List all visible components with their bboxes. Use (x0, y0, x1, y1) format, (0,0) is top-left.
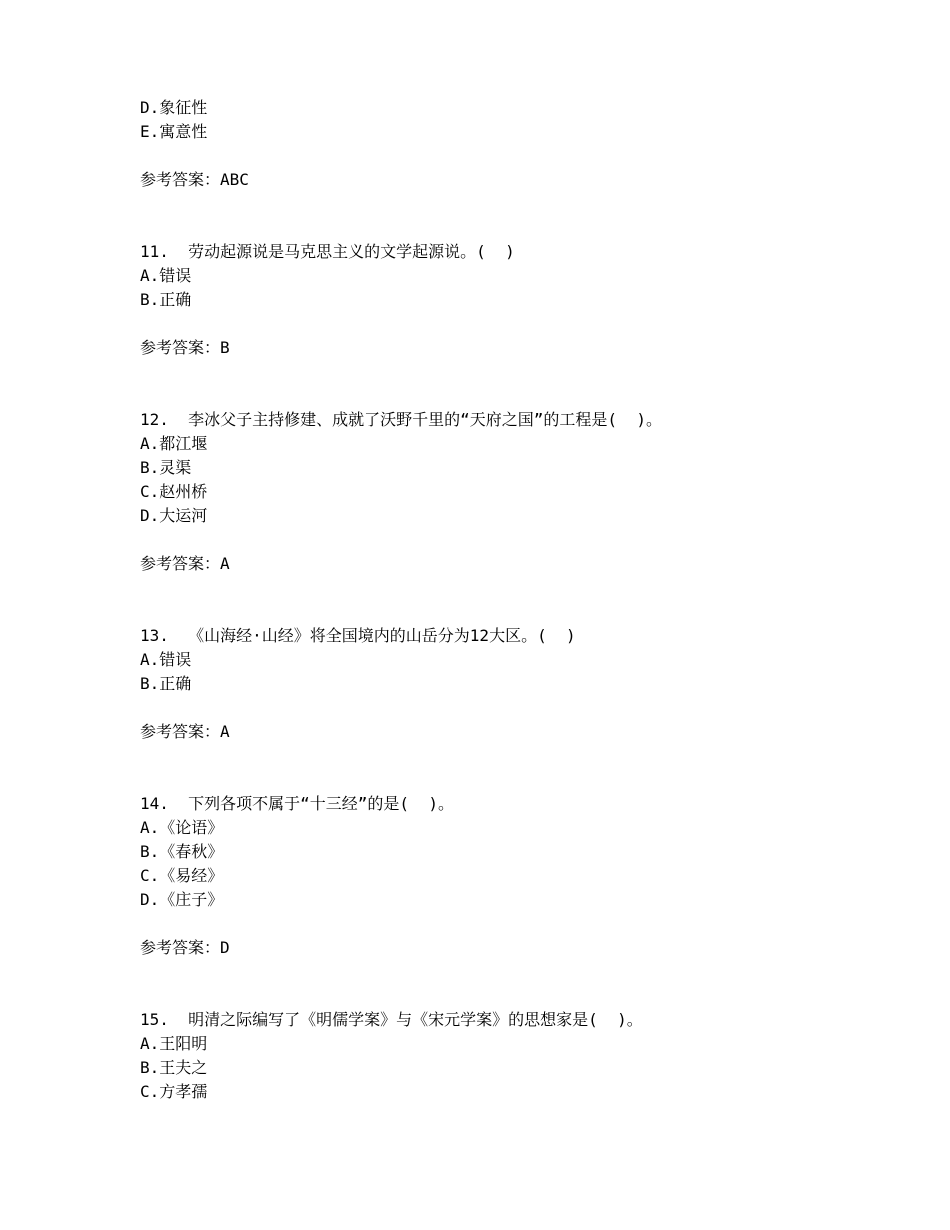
question-stem: 13. 《山海经·山经》将全国境内的山岳分为12大区。( ) (140, 626, 576, 645)
question-14 (140, 792, 900, 1008)
option-a: A.《论语》 (140, 818, 224, 837)
question-stem: 11. 劳动起源说是马克思主义的文学起源说。( ) (140, 242, 515, 261)
answer-line: 参考答案：A (140, 554, 230, 573)
question-11 (140, 240, 900, 408)
question-stem: 14. 下列各项不属于“十三经”的是( )。 (140, 794, 454, 813)
option-d: D.象征性 (140, 98, 208, 117)
question-13 (140, 624, 900, 792)
option-a: A.错误 (140, 266, 192, 285)
option-d: D.大运河 (140, 506, 208, 525)
continued-question (140, 96, 900, 240)
option-d: D.《庄子》 (140, 890, 224, 909)
answer-line: 参考答案：D (140, 938, 230, 957)
question-15 (140, 1008, 900, 1104)
option-c: C.《易经》 (140, 866, 224, 885)
question-12 (140, 408, 900, 624)
option-a: A.错误 (140, 650, 192, 669)
option-b: B.正确 (140, 290, 192, 309)
option-b: B.王夫之 (140, 1058, 208, 1077)
question-stem: 12. 李冰父子主持修建、成就了沃野千里的“天府之国”的工程是( )。 (140, 410, 662, 429)
option-c: C.赵州桥 (140, 482, 208, 501)
option-b: B.正确 (140, 674, 192, 693)
answer-line: 参考答案：ABC (140, 170, 249, 189)
option-a: A.王阳明 (140, 1034, 208, 1053)
question-stem: 15. 明清之际编写了《明儒学案》与《宋元学案》的思想家是( )。 (140, 1010, 643, 1029)
answer-line: 参考答案：A (140, 722, 230, 741)
document-page (140, 96, 900, 1104)
option-e: E.寓意性 (140, 122, 208, 141)
answer-line: 参考答案：B (140, 338, 230, 357)
option-b: B.《春秋》 (140, 842, 224, 861)
option-a: A.都江堰 (140, 434, 208, 453)
option-c: C.方孝孺 (140, 1082, 208, 1101)
option-b: B.灵渠 (140, 458, 192, 477)
